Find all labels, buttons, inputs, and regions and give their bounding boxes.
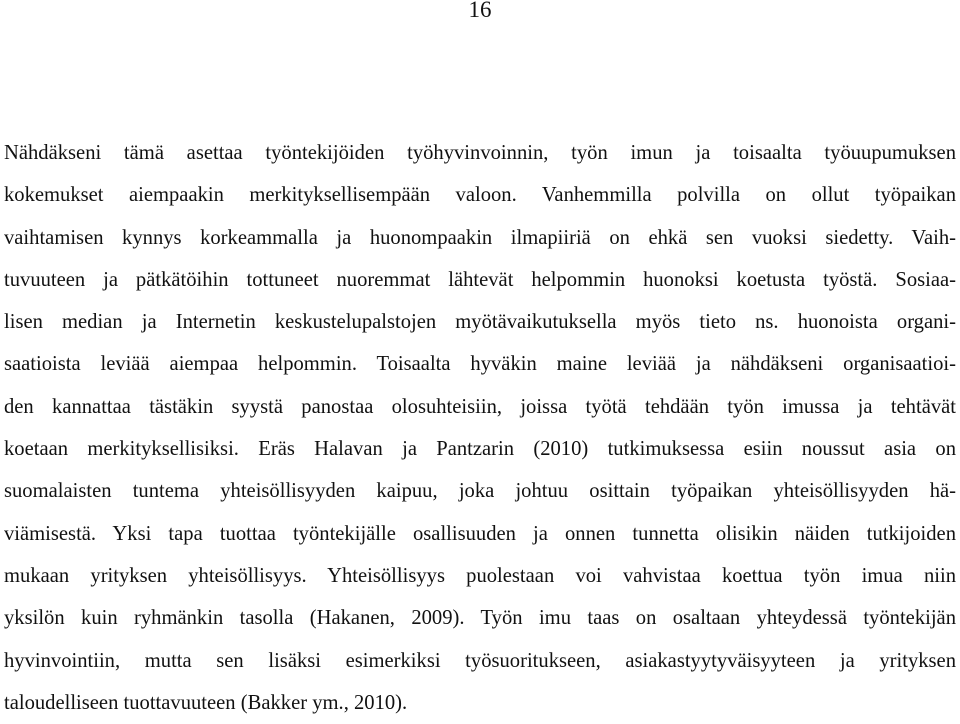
- paragraph-line: Nähdäkseni tämä asettaa työntekijöiden työhyvinvoinnin, työn imun ja toisaalta työuupumuksen: [4, 142, 956, 164]
- paragraph-line: viämisestä. Yksi tapa tuottaa työntekijälle osallisuuden ja onnen tunnetta olisikin näiden tutkijoiden: [4, 522, 956, 545]
- paragraph-line: den kannattaa tästäkin syystä panostaa olosuhteisiin, joissa työtä tehdään työn imussa ja tehtävät: [4, 395, 956, 418]
- paragraph-line: kokemukset aiempaakin merkityksellisempään valoon. Vanhemmilla polvilla on ollut työpaikan: [4, 184, 956, 207]
- paragraph-line: vaihtamisen kynnys korkeammalla ja huonompaakin ilmapiiriä on ehkä sen vuoksi siedetty. Vaih-: [4, 226, 956, 249]
- paragraph-line: lisen median ja Internetin keskustelupalstojen myötävaikutuksella myös tieto ns. huonoista organi-: [4, 311, 956, 334]
- page-number: 16: [468, 0, 492, 22]
- paragraph-line: taloudelliseen tuottavuuteen (Bakker ym., 2010).: [4, 691, 408, 714]
- paragraph-line: hyvinvointiin, mutta sen lisäksi esimerkiksi työsuoritukseen, asiakastyytyväisyyteen ja yrityksen: [4, 649, 956, 672]
- paragraph-line: koetaan merkityksellisiksi. Eräs Halavan ja Pantzarin (2010) tutkimuksessa esiin noussut asia on: [4, 438, 956, 461]
- paragraph-line: yksilön kuin ryhmänkin tasolla (Hakanen, 2009). Työn imu taas on osaltaan yhteydessä työntekijän: [4, 607, 956, 630]
- paragraph-line: tuvuuteen ja pätkätöihin tottuneet nuoremmat lähtevät helpommin huonoksi koetusta työstä. Sosiaa-: [4, 268, 956, 291]
- paragraph-line: saatioista leviää aiempaa helpommin. Toisaalta hyväkin maine leviää ja nähdäkseni organisaatioi-: [4, 353, 956, 376]
- body-paragraph: [4, 132, 956, 724]
- paragraph-line: mukaan yrityksen yhteisöllisyys. Yhteisöllisyys puolestaan voi vahvistaa koettua työn imua niin: [4, 564, 956, 587]
- paragraph-line: suomalaisten tuntema yhteisöllisyyden kaipuu, joka johtuu osittain työpaikan yhteisöllisyyden hä-: [4, 480, 956, 503]
